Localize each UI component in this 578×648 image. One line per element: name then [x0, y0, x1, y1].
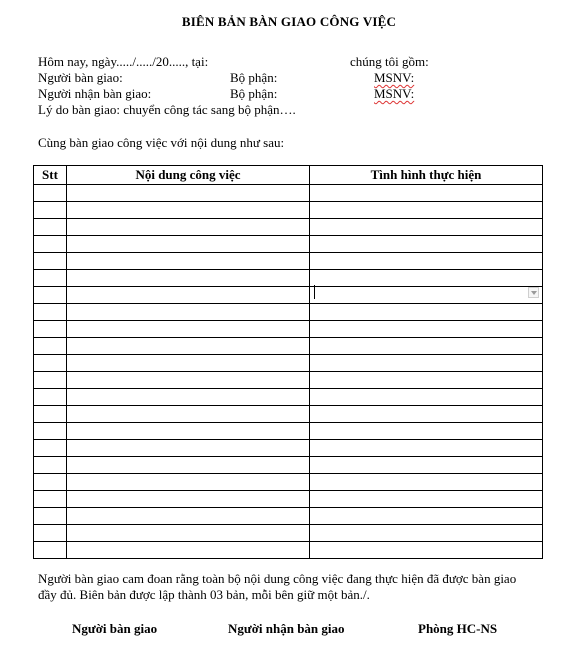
signature-giver: Người bàn giao: [72, 621, 158, 636]
stt-cell[interactable]: [34, 525, 67, 542]
task-cell[interactable]: [67, 185, 310, 202]
stt-cell[interactable]: [34, 202, 67, 219]
status-cell[interactable]: [310, 474, 543, 491]
status-cell[interactable]: [310, 270, 543, 287]
status-cell[interactable]: [310, 491, 543, 508]
column-header-stt: Stt: [34, 166, 67, 185]
stt-cell[interactable]: [34, 304, 67, 321]
task-cell[interactable]: [67, 508, 310, 525]
task-cell[interactable]: [67, 253, 310, 270]
status-cell[interactable]: [310, 389, 543, 406]
table-header-row: [34, 166, 543, 185]
task-cell[interactable]: [67, 219, 310, 236]
status-cell[interactable]: [310, 219, 543, 236]
table-row: [34, 321, 543, 338]
receiver-label: Người nhận bàn giao:: [38, 86, 152, 101]
table-row: [34, 372, 543, 389]
task-cell[interactable]: [67, 423, 310, 440]
status-cell[interactable]: [310, 423, 543, 440]
task-cell[interactable]: [67, 474, 310, 491]
stt-cell[interactable]: [34, 542, 67, 559]
task-cell[interactable]: [67, 525, 310, 542]
stt-cell[interactable]: [34, 270, 67, 287]
stt-cell[interactable]: [34, 253, 67, 270]
status-cell[interactable]: [310, 304, 543, 321]
task-cell[interactable]: [67, 304, 310, 321]
text-cursor: [314, 285, 315, 299]
giver-dept-label: Bộ phận:: [230, 70, 278, 85]
stt-cell[interactable]: [34, 185, 67, 202]
signature-receiver: Người nhận bàn giao: [228, 621, 345, 636]
receiver-dept-label: Bộ phận:: [230, 86, 278, 101]
stt-cell[interactable]: [34, 406, 67, 423]
status-cell[interactable]: [310, 525, 543, 542]
table-row: [34, 389, 543, 406]
table-row: [34, 542, 543, 559]
table-row: [34, 440, 543, 457]
task-cell[interactable]: [67, 406, 310, 423]
task-cell[interactable]: [67, 542, 310, 559]
table-row: [34, 508, 543, 525]
status-cell[interactable]: [310, 457, 543, 474]
stt-cell[interactable]: [34, 457, 67, 474]
participants-label: chúng tôi gồm:: [350, 54, 429, 69]
status-cell[interactable]: [310, 185, 543, 202]
table-row: [34, 457, 543, 474]
stt-cell[interactable]: [34, 423, 67, 440]
stt-cell[interactable]: [34, 287, 67, 304]
stt-cell[interactable]: [34, 219, 67, 236]
stt-cell[interactable]: [34, 389, 67, 406]
status-cell[interactable]: [310, 236, 543, 253]
giver-msnv-label: MSNV:: [374, 70, 415, 85]
date-location-line: Hôm nay, ngày...../...../20....., tại:: [38, 54, 209, 69]
receiver-msnv-label: MSNV:: [374, 86, 415, 101]
stt-cell[interactable]: [34, 474, 67, 491]
task-cell[interactable]: [67, 287, 310, 304]
giver-label: Người bàn giao:: [38, 70, 123, 85]
table-row: [34, 474, 543, 491]
task-cell[interactable]: [67, 389, 310, 406]
task-cell[interactable]: [67, 372, 310, 389]
task-cell[interactable]: [67, 321, 310, 338]
task-cell[interactable]: [67, 236, 310, 253]
task-cell[interactable]: [67, 491, 310, 508]
status-cell[interactable]: [310, 406, 543, 423]
task-cell[interactable]: [67, 457, 310, 474]
status-cell[interactable]: [310, 321, 543, 338]
table-row: [34, 355, 543, 372]
table-row: [34, 202, 543, 219]
status-cell[interactable]: [310, 355, 543, 372]
stt-cell[interactable]: [34, 508, 67, 525]
status-cell[interactable]: [310, 542, 543, 559]
table-row: [34, 525, 543, 542]
signature-hr: Phòng HC-NS: [418, 621, 498, 636]
stt-cell[interactable]: [34, 338, 67, 355]
table-row: [34, 253, 543, 270]
handover-table[interactable]: [33, 165, 543, 559]
task-cell[interactable]: [67, 202, 310, 219]
table-row: [34, 185, 543, 202]
table-row: [34, 236, 543, 253]
stt-cell[interactable]: [34, 372, 67, 389]
column-header-task: Nội dung công việc: [67, 166, 310, 185]
stt-cell[interactable]: [34, 491, 67, 508]
table-row: [34, 219, 543, 236]
document-title: BIÊN BẢN BÀN GIAO CÔNG VIỆC: [181, 14, 397, 29]
dropdown-arrow-icon[interactable]: [528, 287, 539, 298]
task-cell[interactable]: [67, 440, 310, 457]
table-row: [34, 304, 543, 321]
table-row: [34, 287, 543, 304]
table-row: [34, 423, 543, 440]
status-cell[interactable]: [310, 338, 543, 355]
status-cell[interactable]: [310, 202, 543, 219]
column-header-status: Tình hình thực hiện: [310, 166, 543, 185]
status-cell[interactable]: [310, 440, 543, 457]
task-cell[interactable]: [67, 270, 310, 287]
status-cell[interactable]: [310, 508, 543, 525]
status-cell[interactable]: [310, 372, 543, 389]
handover-reason: Lý do bàn giao: chuyển công tác sang bộ phận….: [38, 102, 296, 117]
stt-cell[interactable]: [34, 355, 67, 372]
task-cell[interactable]: [67, 338, 310, 355]
task-cell[interactable]: [67, 355, 310, 372]
table-row: [34, 270, 543, 287]
commitment-text: Người bàn giao cam đoan rằng toàn bộ nội dung công việc đang thực hiện đã được bàn giao đầy đủ. Biên bản được lập thành 03 bản, mỗi bên giữ một bản./.: [38, 571, 517, 602]
stt-cell[interactable]: [34, 321, 67, 338]
table-row: [34, 491, 543, 508]
status-cell[interactable]: [310, 287, 543, 304]
stt-cell[interactable]: [34, 236, 67, 253]
stt-cell[interactable]: [34, 440, 67, 457]
status-cell[interactable]: [310, 253, 543, 270]
table-intro: Cùng bàn giao công việc với nội dung như sau:: [38, 135, 285, 150]
table-row: [34, 338, 543, 355]
table-row: [34, 406, 543, 423]
